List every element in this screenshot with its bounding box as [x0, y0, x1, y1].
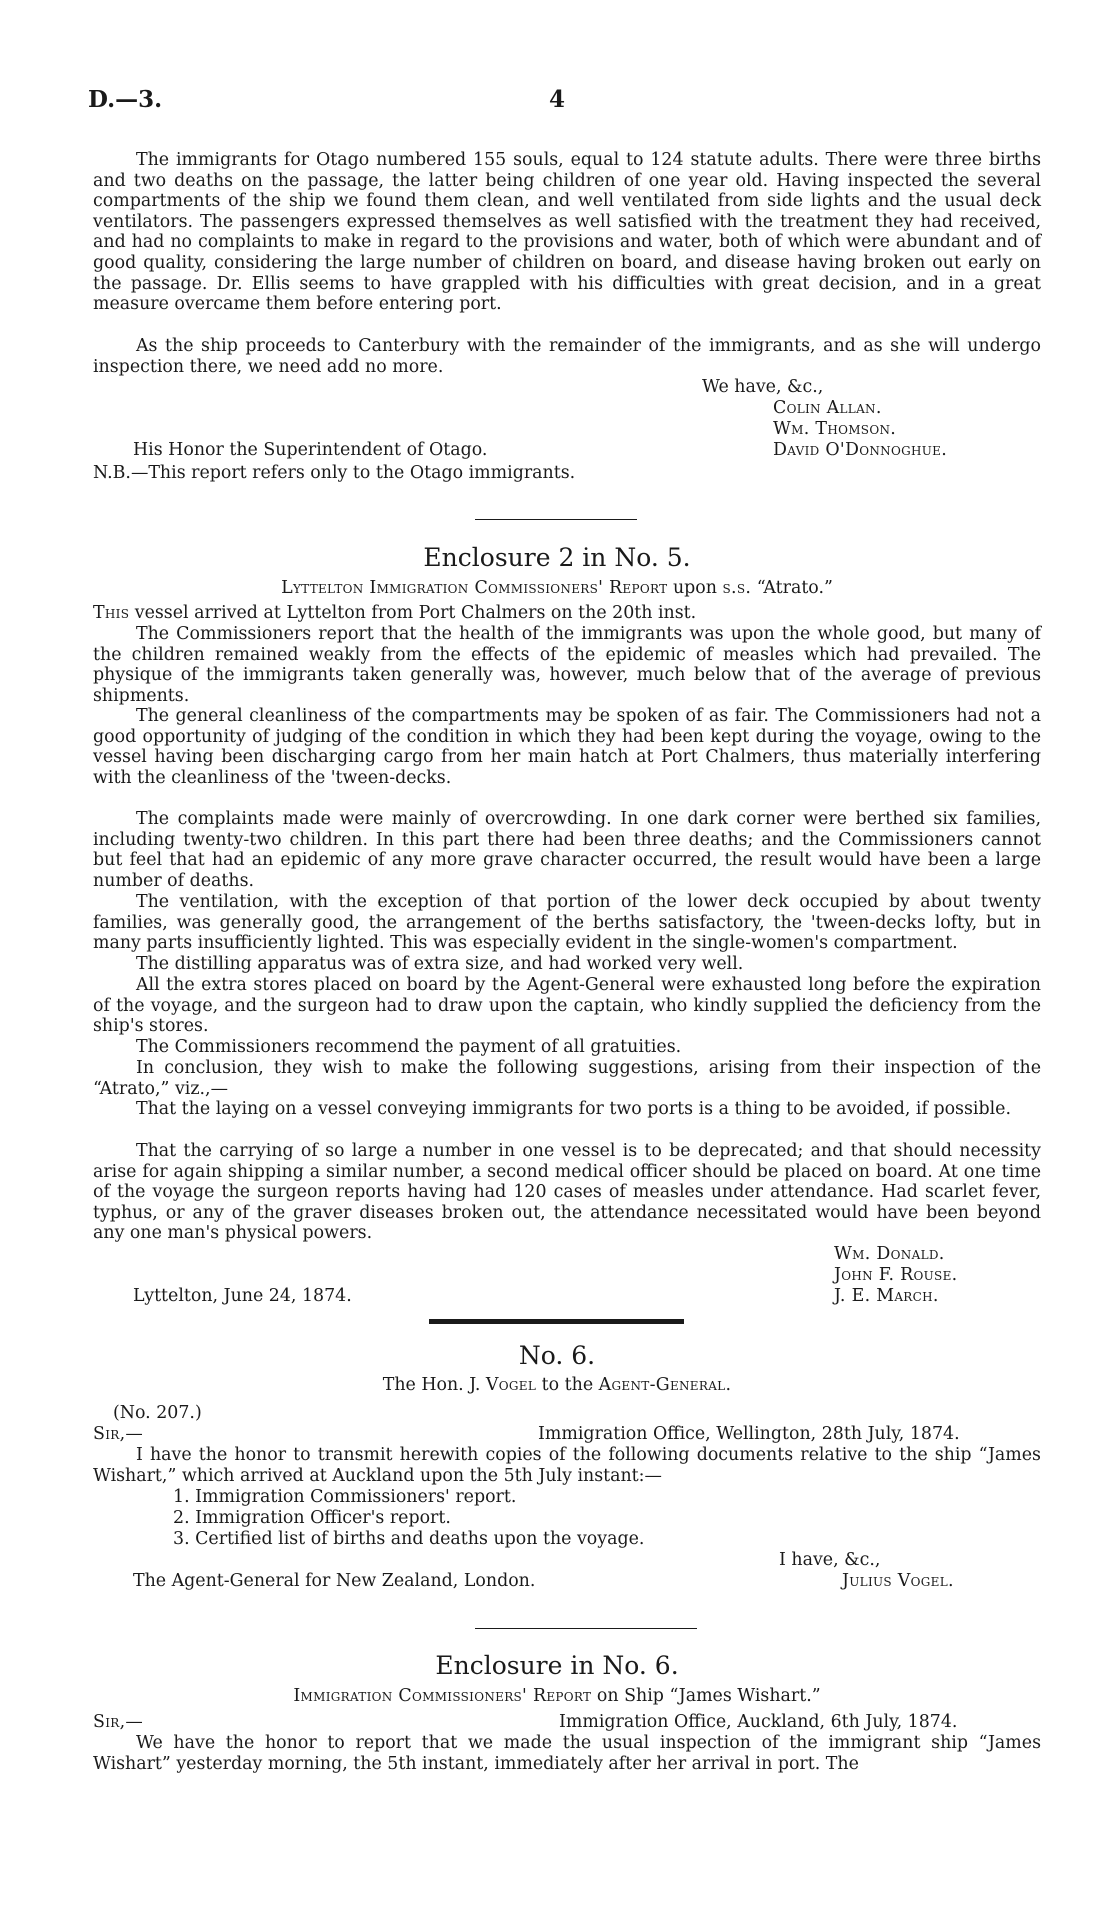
otago-paragraph-2: As the ship proceeds to Canterbury with the remainder of the immigrants, and as she will undergo inspection there, we need add no more.: [93, 336, 1041, 377]
enclosure-2-signatory-1: Wm. Donald.: [834, 1244, 945, 1264]
section-divider-thick: [429, 1319, 684, 1324]
enclosure-2-subheading: [0, 578, 1114, 598]
enclosure-2-opening: [93, 603, 696, 624]
enclosure-2-signatory-3: J. E. March.: [834, 1286, 939, 1306]
no6-body: I have the honor to transmit herewith copies of the following documents relative to the ship “James Wishart,” which arrived at Auckland upon the 5th July instant:—: [93, 1445, 1041, 1486]
otago-signatory-2: Wm. Thomson.: [773, 419, 897, 439]
enclosure-2-paragraph-9: That the laying on a vessel conveying immigrants for two ports is a thing to be avoided, if possible.: [136, 1099, 1011, 1119]
otago-closing: We have, &c.,: [702, 377, 824, 397]
page-number: 4: [549, 86, 566, 113]
enclosure-6-dateline: Immigration Office, Auckland, 6th July, 1874.: [559, 1712, 958, 1732]
section-divider-1: [475, 519, 637, 520]
no6-signatory: Julius Vogel.: [842, 1571, 954, 1591]
enclosure-2-paragraph-2: The general cleanliness of the compartments may be spoken of as fair. The Commissioners had not a good opportunity of judging of the condition in which they had been kept during the voyage, owing to the vessel having been discharging cargo from her main hatch at Port Chalmers, thus materially interfering with the cleanliness of the 'tween-decks.: [93, 706, 1041, 788]
no6-list-item-2: 2. Immigration Officer's report.: [173, 1508, 451, 1528]
enclosure-6-salutation: Sir,—: [93, 1712, 144, 1732]
subheading-connector: upon: [672, 578, 717, 598]
enclosure-2-place-date: Lyttelton, June 24, 1874.: [133, 1286, 352, 1306]
no6-salutation: Sir,—: [93, 1424, 144, 1444]
enclosure-6-ship-name: “James Wishart.”: [669, 1686, 821, 1706]
enclosure-2-paragraph-5: The distilling apparatus was of extra size, and had worked very well.: [136, 954, 744, 974]
otago-signatory-1: Colin Allan.: [773, 398, 882, 418]
otago-addressee: His Honor the Superintendent of Otago.: [133, 440, 488, 460]
enclosure-2-paragraph-1: The Commissioners report that the health of the immigrants was upon the whole good, but many of the children remained weakly from the effects of the epidemic of measles which had prevailed. The physique of the immigrants taken generally was, however, much below that of the average of previous shipments.: [93, 624, 1041, 706]
no6-recipient: Agent-General.: [598, 1375, 732, 1395]
enclosure-6-body: We have the honor to report that we made the usual inspection of the immigrant ship “James Wishart” yesterday morning, the 5th instant, immediately after her arrival in port. The: [93, 1733, 1041, 1774]
enclosure-2-signatory-2: John F. Rouse.: [834, 1265, 958, 1285]
enclosure-2-paragraph-8: In conclusion, they wish to make the following suggestions, arising from their inspection of the “Atrato,” viz.,—: [93, 1058, 1041, 1099]
subheading-vessel-type: s.s.: [722, 578, 752, 598]
enclosure-2-paragraph-4: The ventilation, with the exception of that portion of the lower deck occupied by about twenty families, was generally good, the arrangement of the berths satisfactory, the 'tween-decks lofty, but in many parts insufficiently lighted. This was especially evident in the single-women's compartment.: [93, 892, 1041, 954]
opening-text: vessel arrived at Lyttelton from Port Chalmers on the 20th inst.: [134, 603, 697, 623]
no6-list-item-1: 1. Immigration Commissioners' report.: [173, 1487, 517, 1507]
no6-subheading: [0, 1375, 1114, 1395]
no6-connector: to the: [541, 1375, 594, 1395]
enclosure-6-connector: on Ship: [596, 1686, 664, 1706]
no6-dateline: Immigration Office, Wellington, 28th July, 1874.: [538, 1424, 960, 1444]
enclosure-2-heading: Enclosure 2 in No. 5.: [423, 543, 691, 572]
enclosure-2-paragraph-10: That the carrying of so large a number in one vessel is to be deprecated; and that should necessity arise for again shipping a similar number, a second medical officer should be placed on board. At one time of the voyage the surgeon reports having had 120 cases of measles under attendance. Had scarlet fever, typhus, or any of the graver diseases broken out, the attendance necessitated would have been beyond any one man's physical powers.: [93, 1141, 1041, 1244]
otago-paragraph-1: The immigrants for Otago numbered 155 souls, equal to 124 statute adults. There were three births and two deaths on the passage, the latter being children of one year old. Having inspected the several compartments of the ship we found them clean, and well ventilated from side lights and the usual deck ventilators. The passengers expressed themselves as well satisfied with the treatment they had received, and had no complaints to make in regard to the provisions and water, both of which were abundant and of good quality, considering the large number of children on board, and disease having broken out early on the passage. Dr. Ellis seems to have grappled with his difficulties with great decision, and in a great measure overcame them before entering port.: [93, 150, 1041, 315]
subheading-ship-name: “Atrato.”: [756, 578, 833, 598]
no6-addressee: The Agent-General for New Zealand, London.: [133, 1571, 536, 1591]
no6-reference: (No. 207.): [113, 1403, 202, 1423]
enclosure-6-subheading: [0, 1686, 1114, 1706]
enclosure-2-paragraph-7: The Commissioners recommend the payment of all gratuities.: [136, 1037, 682, 1057]
opening-word: This: [93, 603, 130, 623]
no6-closing: I have, &c.,: [779, 1550, 881, 1570]
no6-heading: No. 6.: [518, 1341, 596, 1370]
subheading-title: Lyttelton Immigration Commissioners' Report: [281, 578, 668, 598]
enclosure-2-paragraph-3: The complaints made were mainly of overcrowding. In one dark corner were berthed six families, including twenty-two children. In this part there had been three deaths; and the Commissioners cannot but feel that had an epidemic of any more grave character occurred, the result would have been a large number of deaths.: [93, 809, 1041, 891]
otago-note: N.B.—This report refers only to the Otago immigrants.: [93, 463, 576, 483]
enclosure-6-title: Immigration Commissioners' Report: [293, 1686, 592, 1706]
otago-signatory-3: David O'Donnoghue.: [773, 440, 948, 460]
no6-list-item-3: 3. Certified list of births and deaths upon the voyage.: [173, 1529, 645, 1549]
document-reference: D.—3.: [88, 86, 163, 113]
no6-sender-prefix: The Hon. J.: [382, 1375, 481, 1395]
no6-sender-name: Vogel: [485, 1375, 537, 1395]
enclosure-2-paragraph-6: All the extra stores placed on board by the Agent-General were exhausted long before the expiration of the voyage, and the surgeon had to draw upon the captain, who kindly supplied the deficiency from the ship's stores.: [93, 975, 1041, 1037]
section-divider-2: [475, 1628, 697, 1629]
enclosure-6-heading: Enclosure in No. 6.: [435, 1651, 679, 1680]
